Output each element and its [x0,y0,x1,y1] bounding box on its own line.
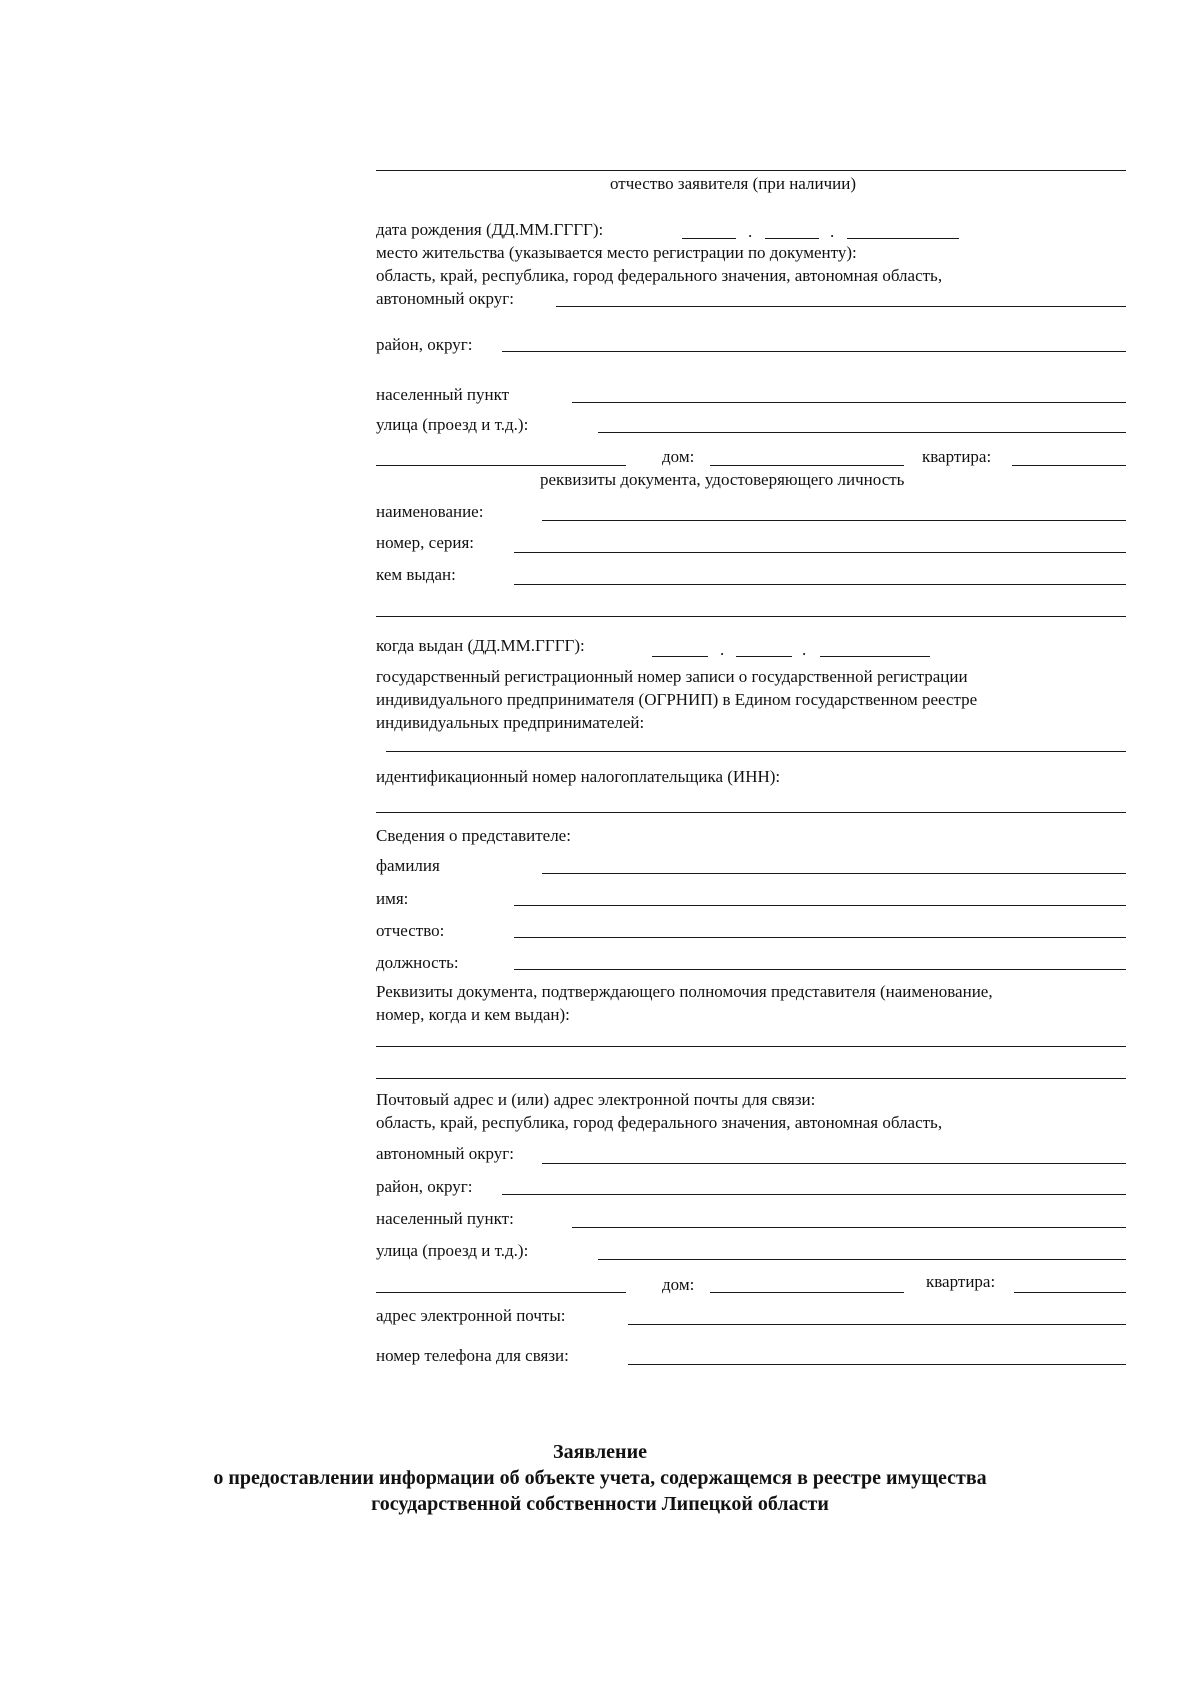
inn-field[interactable] [376,812,1126,813]
identity-doc-caption: реквизиты документа, удостоверяющего личность [540,470,905,489]
postal-locality-label: населенный пункт: [376,1209,514,1228]
rep-authority-line2: номер, когда и кем выдан): [376,1005,570,1024]
ogrnip-line1: государственный регистрационный номер записи о государственной регистрации [376,667,968,686]
postal-apartment-label: квартира: [926,1272,996,1291]
house-field[interactable] [710,465,904,466]
district-label: район, округ: [376,335,473,354]
email-label: адрес электронной почты: [376,1306,566,1325]
patronymic-caption: отчество заявителя (при наличии) [610,174,856,193]
street-label: улица (проезд и т.д.): [376,415,529,434]
rep-patronymic-label: отчество: [376,921,445,940]
rep-authority-field-2[interactable] [376,1078,1126,1079]
doc-name-label: наименование: [376,502,484,521]
inn-label: идентификационный номер налогоплательщика (ИНН): [376,767,781,786]
rep-position-label: должность: [376,953,459,972]
phone-field[interactable] [628,1364,1126,1365]
locality-label: населенный пункт [376,385,510,404]
postal-district-field[interactable] [502,1194,1126,1195]
region-line1: область, край, республика, город федерального значения, автономная область, [376,266,943,285]
issue-day-field[interactable] [652,656,708,657]
rep-authority-line1: Реквизиты документа, подтверждающего полномочия представителя (наименование, [376,982,993,1001]
ogrnip-line3: индивидуальных предпринимателей: [376,713,645,732]
doc-number-field[interactable] [514,552,1126,553]
statement-title: Заявление [553,1441,647,1463]
representative-heading: Сведения о представителе: [376,826,571,845]
date-separator: . [830,222,835,241]
apartment-label: квартира: [922,447,992,466]
region-field[interactable] [556,306,1126,307]
ogrnip-field[interactable] [386,751,1126,752]
postal-house-field[interactable] [710,1292,904,1293]
birth-date-label: дата рождения (ДД.ММ.ГГГГ): [376,220,604,239]
postal-house-label: дом: [662,1275,695,1294]
postal-street-field[interactable] [598,1259,1126,1260]
email-field[interactable] [628,1324,1126,1325]
postal-region-line1: область, край, республика, город федерального значения, автономная область, [376,1113,943,1132]
apartment-field[interactable] [1012,465,1126,466]
statement-subtitle-line2: государственной собственности Липецкой области [371,1493,829,1515]
issue-year-field[interactable] [820,656,930,657]
rep-name-label: имя: [376,889,409,908]
postal-heading: Почтовый адрес и (или) адрес электронной почты для связи: [376,1090,816,1109]
region-line2: автономный округ: [376,289,514,308]
date-separator: . [748,222,753,241]
residence-intro: место жительства (указывается место регистрации по документу): [376,243,857,262]
postal-district-label: район, округ: [376,1177,473,1196]
rep-surname-field[interactable] [542,873,1126,874]
postal-locality-field[interactable] [572,1227,1126,1228]
district-field[interactable] [502,351,1126,352]
doc-issued-by-field-2[interactable] [376,616,1126,617]
doc-issue-date-label: когда выдан (ДД.ММ.ГГГГ): [376,636,585,655]
house-label: дом: [662,447,695,466]
rep-position-field[interactable] [514,969,1126,970]
date-separator: . [802,640,807,659]
doc-issued-by-field[interactable] [514,584,1126,585]
postal-apartment-field[interactable] [1014,1292,1126,1293]
patronymic-line[interactable] [376,170,1126,171]
phone-label: номер телефона для связи: [376,1346,569,1365]
rep-surname-label: фамилия [376,856,440,875]
rep-authority-field[interactable] [376,1046,1126,1047]
locality-field[interactable] [572,402,1126,403]
date-separator: . [720,640,725,659]
doc-name-field[interactable] [542,520,1126,521]
postal-street-label: улица (проезд и т.д.): [376,1241,529,1260]
rep-name-field[interactable] [514,905,1126,906]
doc-issued-by-label: кем выдан: [376,565,456,584]
ogrnip-line2: индивидуального предпринимателя (ОГРНИП) в Едином государственном реестре [376,690,978,709]
street-field[interactable] [598,432,1126,433]
birth-month-field[interactable] [765,238,819,239]
issue-month-field[interactable] [736,656,792,657]
street-continuation-field[interactable] [376,465,626,466]
postal-street-continuation-field[interactable] [376,1292,626,1293]
postal-region-line2: автономный округ: [376,1144,514,1163]
birth-year-field[interactable] [847,238,959,239]
postal-region-field[interactable] [542,1163,1126,1164]
rep-patronymic-field[interactable] [514,937,1126,938]
birth-day-field[interactable] [682,238,736,239]
doc-number-label: номер, серия: [376,533,475,552]
statement-subtitle-line1: о предоставлении информации об объекте учета, содержащемся в реестре имущества [213,1467,987,1489]
